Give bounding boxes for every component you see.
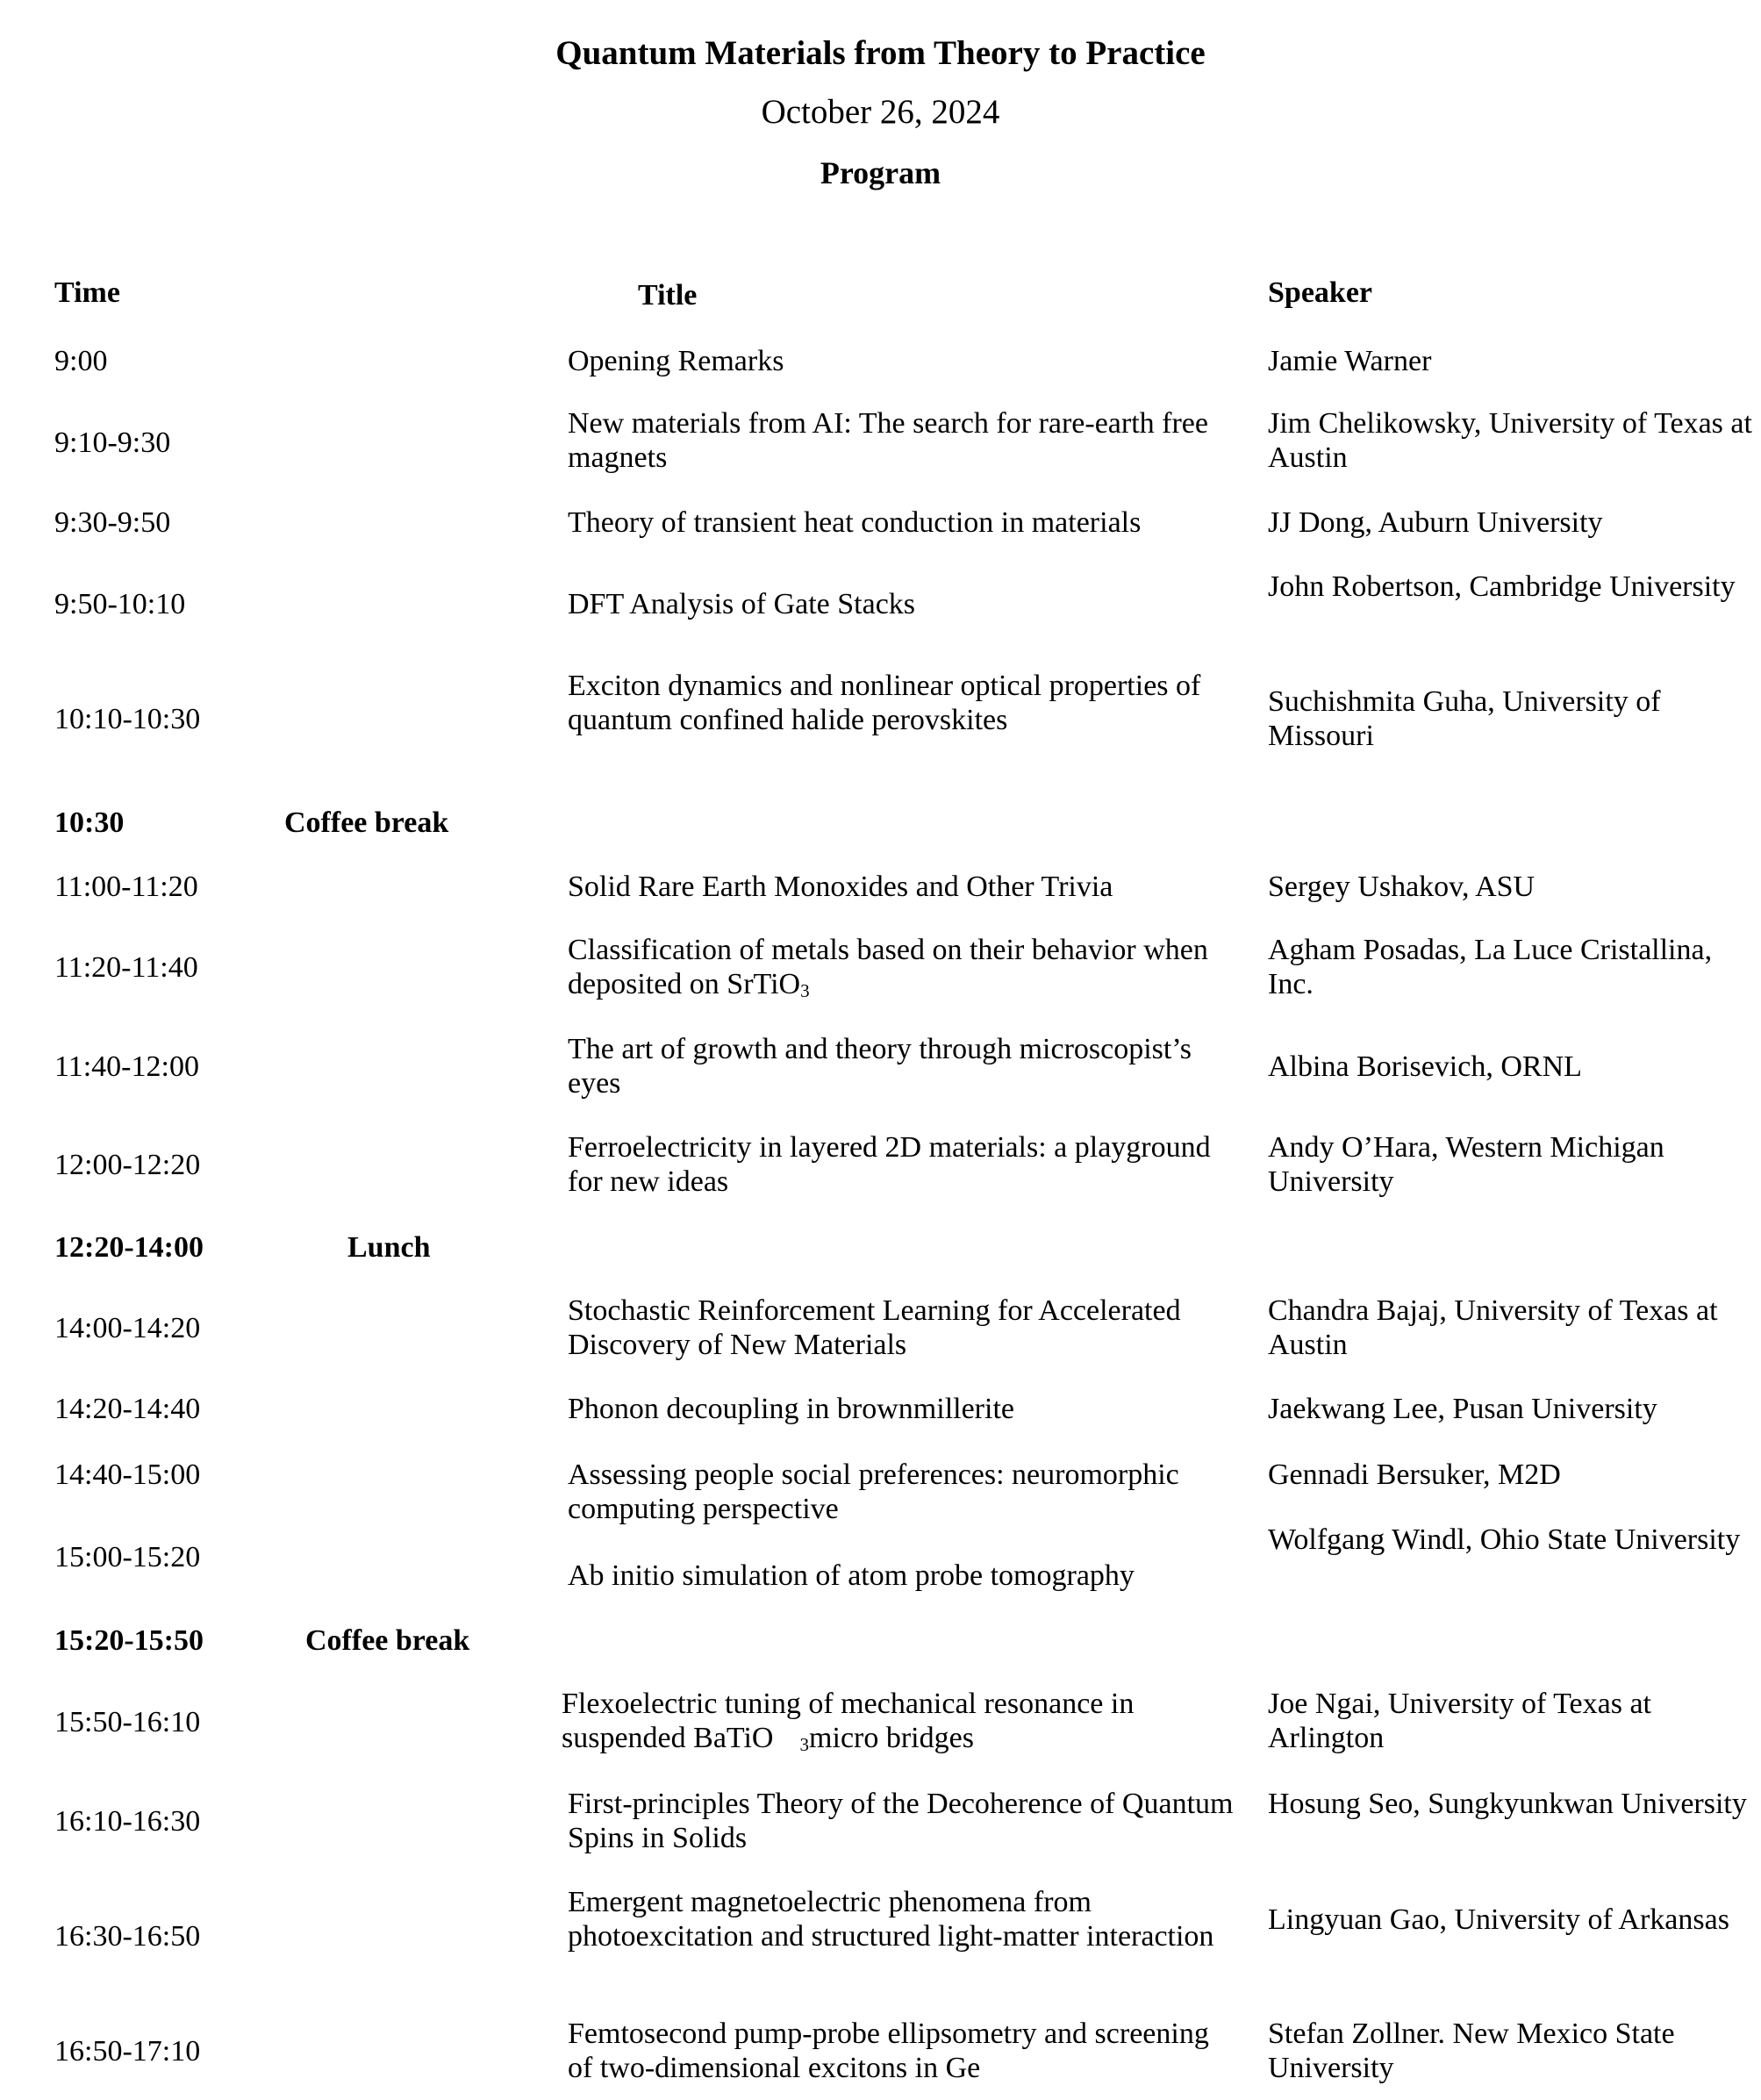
row-speaker: Jim Chelikowsky, University of Texas at Austin (1268, 407, 1752, 474)
program-heading: Program (820, 155, 941, 190)
row-title: Ferroelectricity in layered 2D materials: a playground for new ideas (568, 1131, 1211, 1198)
row-time: 11:40-12:00 (54, 1050, 199, 1083)
row-time: 9:50-10:10 (54, 588, 186, 620)
row-time: 9:10-9:30 (54, 426, 171, 459)
row-time: 12:00-12:20 (54, 1149, 201, 1181)
row-time: 16:50-17:10 (54, 2035, 201, 2068)
break-time: 10:30 (54, 806, 125, 839)
row-time: 11:00-11:20 (54, 871, 198, 903)
row-time: 10:10-10:30 (54, 703, 201, 735)
row-time: 9:30-9:50 (54, 506, 171, 539)
document-title: Quantum Materials from Theory to Practice (555, 34, 1206, 72)
row-title-text: Flexoelectric tuning of mechanical resonance in suspended BaTiO (562, 1688, 1135, 1754)
row-title: First-principles Theory of the Decoherence of Quantum Spins in Solids (568, 1788, 1234, 1854)
row-speaker: Albina Borisevich, ORNL (1268, 1050, 1582, 1083)
row-time: 14:20-14:40 (54, 1393, 201, 1425)
column-header-speaker: Speaker (1268, 276, 1372, 309)
break-label: Coffee break (305, 1624, 470, 1657)
row-speaker: John Robertson, Cambridge University (1268, 570, 1736, 603)
row-time: 15:00-15:20 (54, 1541, 201, 1573)
row-title: Stochastic Reinforcement Learning for Accelerated Discovery of New Materials (568, 1294, 1181, 1361)
row-speaker: Chandra Bajaj, University of Texas at Austin (1268, 1294, 1718, 1361)
row-title-text-end: micro bridges (809, 1722, 974, 1754)
break-time: 15:20-15:50 (54, 1624, 204, 1657)
row-title: Femtosecond pump-probe ellipsometry and screening of two-dimensional excitons in Ge (568, 2018, 1209, 2084)
row-title (562, 1687, 1228, 1755)
row-time: 16:30-16:50 (54, 1920, 201, 1953)
row-speaker: Agham Posadas, La Luce Cristallina, Inc. (1268, 934, 1713, 1000)
row-speaker: Sergey Ushakov, ASU (1268, 871, 1536, 903)
row-speaker: Stefan Zollner. New Mexico State University (1268, 2018, 1675, 2084)
row-time: 11:20-11:40 (54, 951, 198, 984)
column-header-title: Title (638, 279, 698, 312)
row-title: Opening Remarks (568, 345, 784, 377)
row-speaker: Hosung Seo, Sungkyunkwan University (1268, 1788, 1747, 1820)
row-speaker: JJ Dong, Auburn University (1268, 506, 1603, 539)
row-speaker: Joe Ngai, University of Texas at Arlington (1268, 1688, 1652, 1754)
row-speaker: Suchishmita Guha, University of Missouri (1268, 685, 1661, 752)
row-title-subscript: 3 (800, 980, 810, 1002)
row-speaker: Wolfgang Windl, Ohio State University (1268, 1523, 1741, 1556)
row-title: New materials from AI: The search for rare-earth free magnets (568, 407, 1208, 474)
row-title: Assessing people social preferences: neuromorphic computing perspective (568, 1459, 1179, 1525)
row-title: Phonon decoupling in brownmillerite (568, 1393, 1014, 1425)
row-time: 9:00 (54, 345, 108, 377)
row-time: 15:50-16:10 (54, 1706, 201, 1738)
row-title: Theory of transient heat conduction in materials (568, 506, 1142, 539)
row-time: 16:10-16:30 (54, 1805, 201, 1838)
row-speaker: Jamie Warner (1268, 345, 1432, 377)
row-title: Ab initio simulation of atom probe tomography (568, 1559, 1135, 1592)
break-label: Coffee break (284, 806, 449, 839)
row-title (568, 933, 1235, 1001)
row-speaker: Jaekwang Lee, Pusan University (1268, 1393, 1657, 1425)
row-speaker: Andy O’Hara, Western Michigan University (1268, 1131, 1664, 1198)
row-title-text: Classification of metals based on their behavior when deposited on SrTiO (568, 934, 1208, 1000)
row-title: Emergent magnetoelectric phenomena from photoexcitation and structured light-matter interaction (568, 1886, 1214, 1953)
row-speaker: Lingyuan Gao, University of Arkansas (1268, 1903, 1729, 1936)
row-title: The art of growth and theory through microscopist’s eyes (568, 1033, 1192, 1100)
event-date: October 26, 2024 (761, 93, 1000, 131)
row-title: Exciton dynamics and nonlinear optical properties of quantum confined halide perovskites (568, 670, 1201, 736)
row-time: 14:40-15:00 (54, 1459, 201, 1491)
break-time: 12:20-14:00 (54, 1231, 204, 1264)
break-label: Lunch (347, 1231, 431, 1264)
row-time: 14:00-14:20 (54, 1312, 201, 1344)
row-speaker: Gennadi Bersuker, M2D (1268, 1459, 1561, 1491)
row-title: DFT Analysis of Gate Stacks (568, 588, 916, 620)
column-header-time: Time (54, 276, 120, 309)
row-title-subscript: 3 (799, 1734, 810, 1756)
row-title: Solid Rare Earth Monoxides and Other Trivia (568, 871, 1113, 903)
